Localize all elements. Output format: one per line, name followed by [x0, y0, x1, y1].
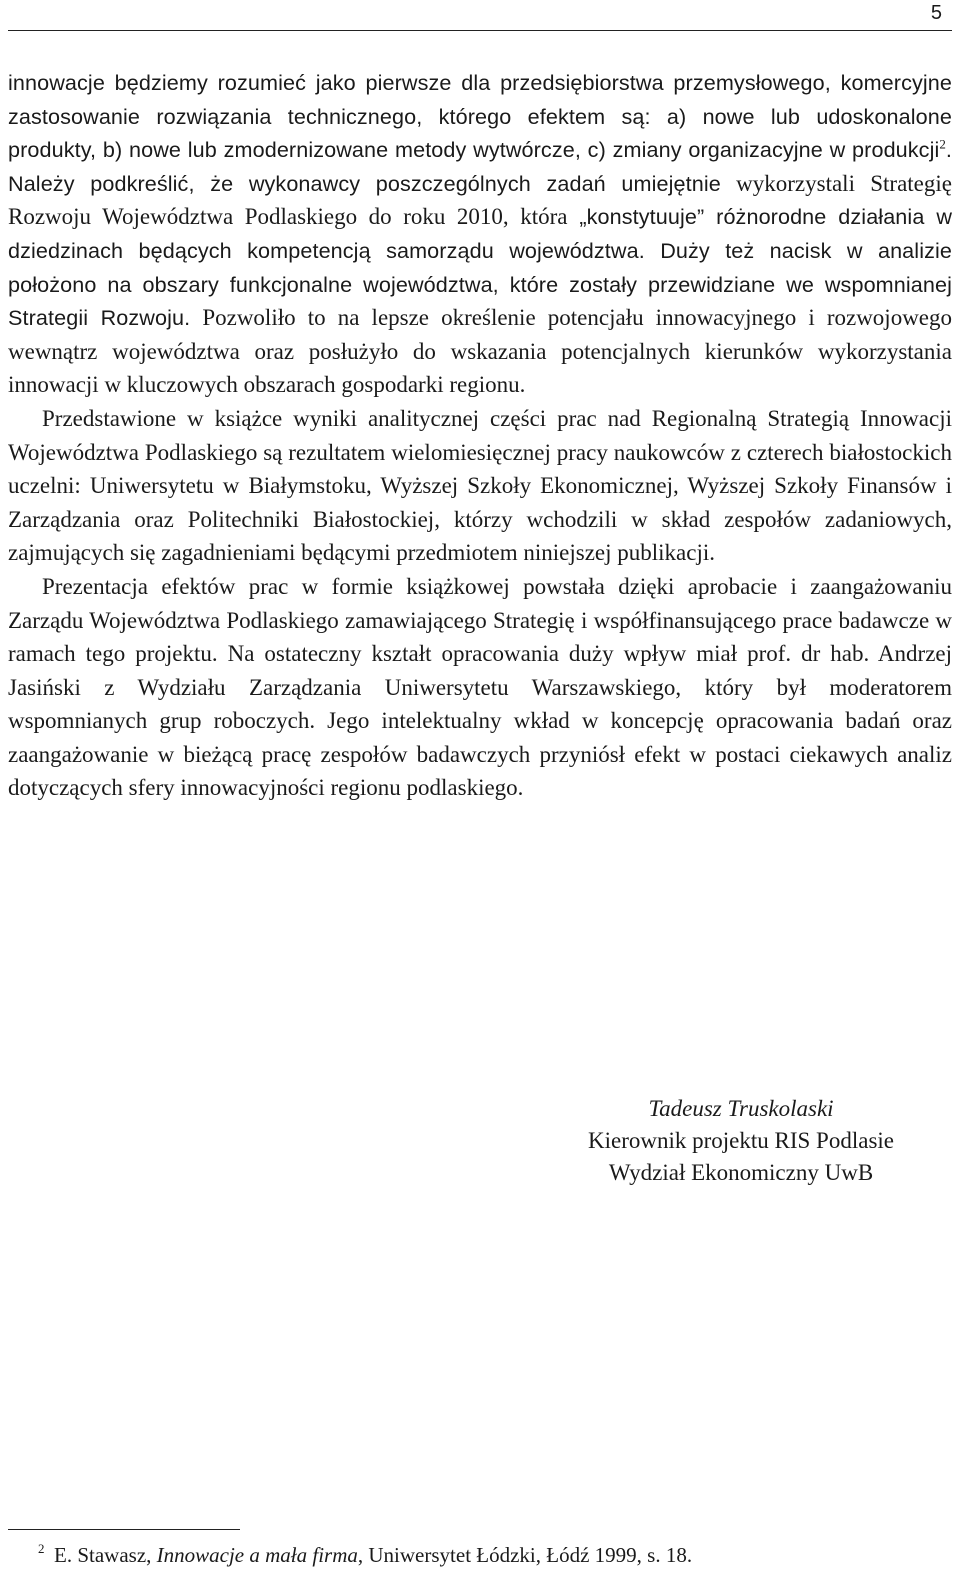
signature-block: [566, 1093, 916, 1189]
footnote-title: Innowacje a mała firma: [156, 1543, 358, 1567]
header-rule: [8, 30, 952, 31]
paragraph-3: Prezentacja efektów prac w formie książkowej powstała dzięki aprobacie i zaangażowaniu Zarządu Województwa Podlaskiego zamawiającego Strategię i współfinansującego prace badawcze w ramach tego projektu. Na ostateczny kształt opracowania duży wpływ miał prof. dr hab. Andrzej Jasiński z Wydziału Zarządzania Uniwersytetu Warszawskiego, który był moderatorem wspomnianych grup roboczych. Jego intelektualny wkład w koncepcję opracowania badań oraz zaangażowanie w bieżącą pracę zespołów badawczych przyniósł efekt w postaci ciekawych analiz dotyczących sfery innowacyjności regionu podlaskiego.: [8, 573, 952, 801]
footnote-reference[interactable]: 2: [939, 136, 946, 152]
paragraph-1-sans-text-3: „konstytuuje” różnorodne działania w dziedzinach będących kompetencją samorządu województwa. Duży też nacisk w analizie położono na obszary funkcjonalne województwa, które zostały przewidziane we wspomnianej Strategii Rozwoju.: [8, 204, 953, 331]
paragraph-1-period: .: [945, 137, 952, 163]
footnote-rest: , Uniwersytet Łódzki, Łódź 1999, s. 18.: [357, 1543, 693, 1567]
paragraph-1-sans-text: innowacje będziemy rozumieć jako pierwsze dla przedsiębiorstwa przemysłowego, komercyjne zastosowanie rozwiązania technicznego, którego efektem są: a) nowe lub udoskonalone produkty, b) nowe lub zmodernizowane metody wytwórcze, c) zmiany organizacyjne w produkcji: [8, 70, 952, 163]
paragraph-1: [8, 66, 952, 402]
footnote-rule: [8, 1529, 240, 1530]
body-text: [8, 66, 952, 805]
footnote: 2 E. Stawasz, Innowacje a mała firma, Uniwersytet Łódzki, Łódź 1999, s. 18.: [38, 1541, 693, 1567]
signature-name: Tadeusz Truskolaski: [648, 1096, 834, 1121]
footnote-author: E. Stawasz,: [54, 1543, 157, 1567]
paragraph-2: Przedstawione w książce wyniki analitycznej części prac nad Regionalną Strategią Innowacji Województwa Podlaskiego są rezultatem wielomiesięcznej pracy naukowców z czterech białostockich uczelni: Uniwersytetu w Białymstoku, Wyższej Szkoły Ekonomicznej, Wyższej Szkoły Finansów i Zarządzania oraz Politechniki Białostockiej, którzy wchodzili w skład zespołów zadaniowych, zajmujących się zagadnieniami będącymi przedmiotem niniejszej publikacji.: [8, 405, 952, 566]
signature-affiliation: Wydział Ekonomiczny UwB: [608, 1160, 874, 1185]
paragraph-1-serif-text: wykorzystali Strategię Rozwoju Województwa Podlaskiego do roku 2010, która: [8, 170, 952, 230]
signature-role: Kierownik projektu RIS Podlasie: [588, 1128, 894, 1153]
paragraph-1-sans-text-2: Należy podkreślić, że wykonawcy poszczególnych zadań umiejętnie: [8, 170, 721, 196]
page-number: 5: [930, 2, 942, 24]
paragraph-1-serif-text-2: Pozwoliło to na lepsze określenie potencjału innowacyjnego i rozwojowego wewnątrz województwa oraz posłużyło do wskazania potencjalnych kierunków wykorzystania innowacji w kluczowych obszarach gospodarki regionu.: [8, 305, 953, 398]
